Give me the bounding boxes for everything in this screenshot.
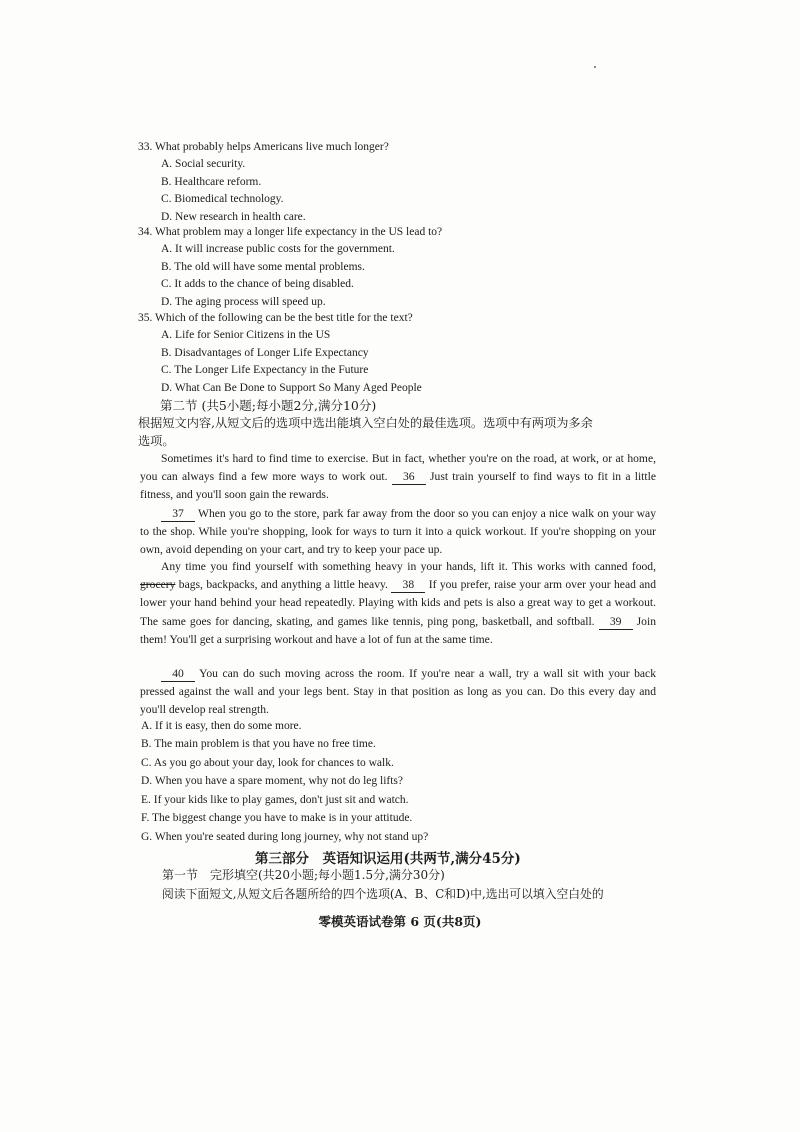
paragraph-text: Any time you find yourself with something heavy in your hands, lift it. This works with canned food, xyxy=(161,560,656,573)
speck-mark xyxy=(594,66,596,68)
option-a: A. Life for Senior Citizens in the US xyxy=(161,329,331,341)
blank-39: 39 xyxy=(599,615,633,630)
blank-38: 38 xyxy=(391,578,425,593)
passage-paragraph-4 xyxy=(140,665,656,720)
paragraph-text: You can do such moving across the room. If you're near a wall, try a wall sit with your back pressed against the wall and your legs bent. Stay in that position as long as you can. Do this every day and you'll develop real strength. xyxy=(140,667,656,717)
question-33 xyxy=(138,139,678,226)
question-stem: 35. Which of the following can be the best title for the text? xyxy=(138,312,413,324)
option-c: C. Biomedical technology. xyxy=(161,193,284,205)
choice-f: F. The biggest change you have to make is in your attitude. xyxy=(141,812,413,824)
blank-37: 37 xyxy=(161,507,195,522)
choice-e: E. If your kids like to play games, don't just sit and watch. xyxy=(141,794,409,806)
struck-word: grocery xyxy=(140,578,176,592)
option-d: D. New research in health care. xyxy=(161,210,306,223)
paragraph-text: Just train yourself to find ways to fit in a little fitness, and you'll soon gain the rewards. xyxy=(140,470,656,502)
option-b: B. Disadvantages of Longer Life Expectancy xyxy=(161,346,369,359)
question-stem: 33. What probably helps Americans live much longer? xyxy=(138,141,389,153)
paragraph-text: Sometimes it's hard to find time to exercise. But in fact, whether you're on the road, at work, or at home, you can always find a few more ways to work out. xyxy=(140,452,656,484)
paragraph-text: If you prefer, raise your arm over your head and lower your hand behind your head repeatedly. Playing with kids and pets is also a great way to get a workout. The same goes for dancing, skating, and games like tennis, ping pong, basketball, and softball. xyxy=(140,578,657,628)
option-d: D. The aging process will speed up. xyxy=(161,295,326,308)
paragraph-text: bags, backpacks, and anything a little heavy. xyxy=(178,578,388,592)
passage-paragraph-2 xyxy=(140,505,656,560)
question-35 xyxy=(138,310,678,397)
cloze-section-title: 第一节 完形填空(共20小题;每小题1.5分,满分30分) xyxy=(162,868,445,882)
option-c: C. It adds to the chance of being disabled. xyxy=(161,278,354,290)
paragraph-text: When you go to the store, park far away from the door so you can enjoy a nice walk on your way to the shop. While you're shopping, look for ways to turn it into a quick workout. If you're shopping on your own, avoid depending on your cart, and try to keep your pace up. xyxy=(140,507,656,557)
section-2-instruction-cont: 选项。 xyxy=(138,434,175,448)
passage-paragraph-3 xyxy=(140,558,656,649)
part-3-title: 第三部分 英语知识运用(共两节,满分45分) xyxy=(255,851,521,867)
option-a: A. Social security. xyxy=(161,158,246,170)
blank-36: 36 xyxy=(392,470,426,485)
option-a: A. It will increase public costs for the government. xyxy=(161,243,395,255)
cloze-instruction: 阅读下面短文,从短文后各题所给的四个选项(A、B、C和D)中,选出可以填入空白处的 xyxy=(162,887,604,901)
choice-g: G. When you're seated during long journey, why not stand up? xyxy=(141,831,429,843)
section-2-instruction: 根据短文内容,从短文后的选项中选出能填入空白处的最佳选项。选项中有两项为多余 xyxy=(138,416,593,430)
choice-c: C. As you go about your day, look for chances to walk. xyxy=(141,757,394,769)
option-b: B. Healthcare reform. xyxy=(161,175,262,188)
passage-paragraph-1 xyxy=(140,450,656,505)
choice-d: D. When you have a spare moment, why not do leg lifts? xyxy=(141,775,403,787)
choice-a: A. If it is easy, then do some more. xyxy=(141,720,302,732)
question-34 xyxy=(138,224,678,311)
option-d: D. What Can Be Done to Support So Many Aged People xyxy=(161,381,422,394)
option-c: C. The Longer Life Expectancy in the Future xyxy=(161,364,369,376)
option-b: B. The old will have some mental problems. xyxy=(161,260,365,273)
paragraph-text: Join them! You'll get a surprising workout and have a lot of fun at the same time. xyxy=(140,614,656,646)
choice-b: B. The main problem is that you have no free time. xyxy=(141,738,376,750)
blank-40: 40 xyxy=(161,667,195,682)
question-stem: 34. What problem may a longer life expectancy in the US lead to? xyxy=(138,226,443,238)
section-2-title: 第二节 (共5小题;每小题2分,满分10分) xyxy=(160,398,377,413)
page-footer: 零模英语试卷第 6 页(共8页) xyxy=(318,914,482,929)
